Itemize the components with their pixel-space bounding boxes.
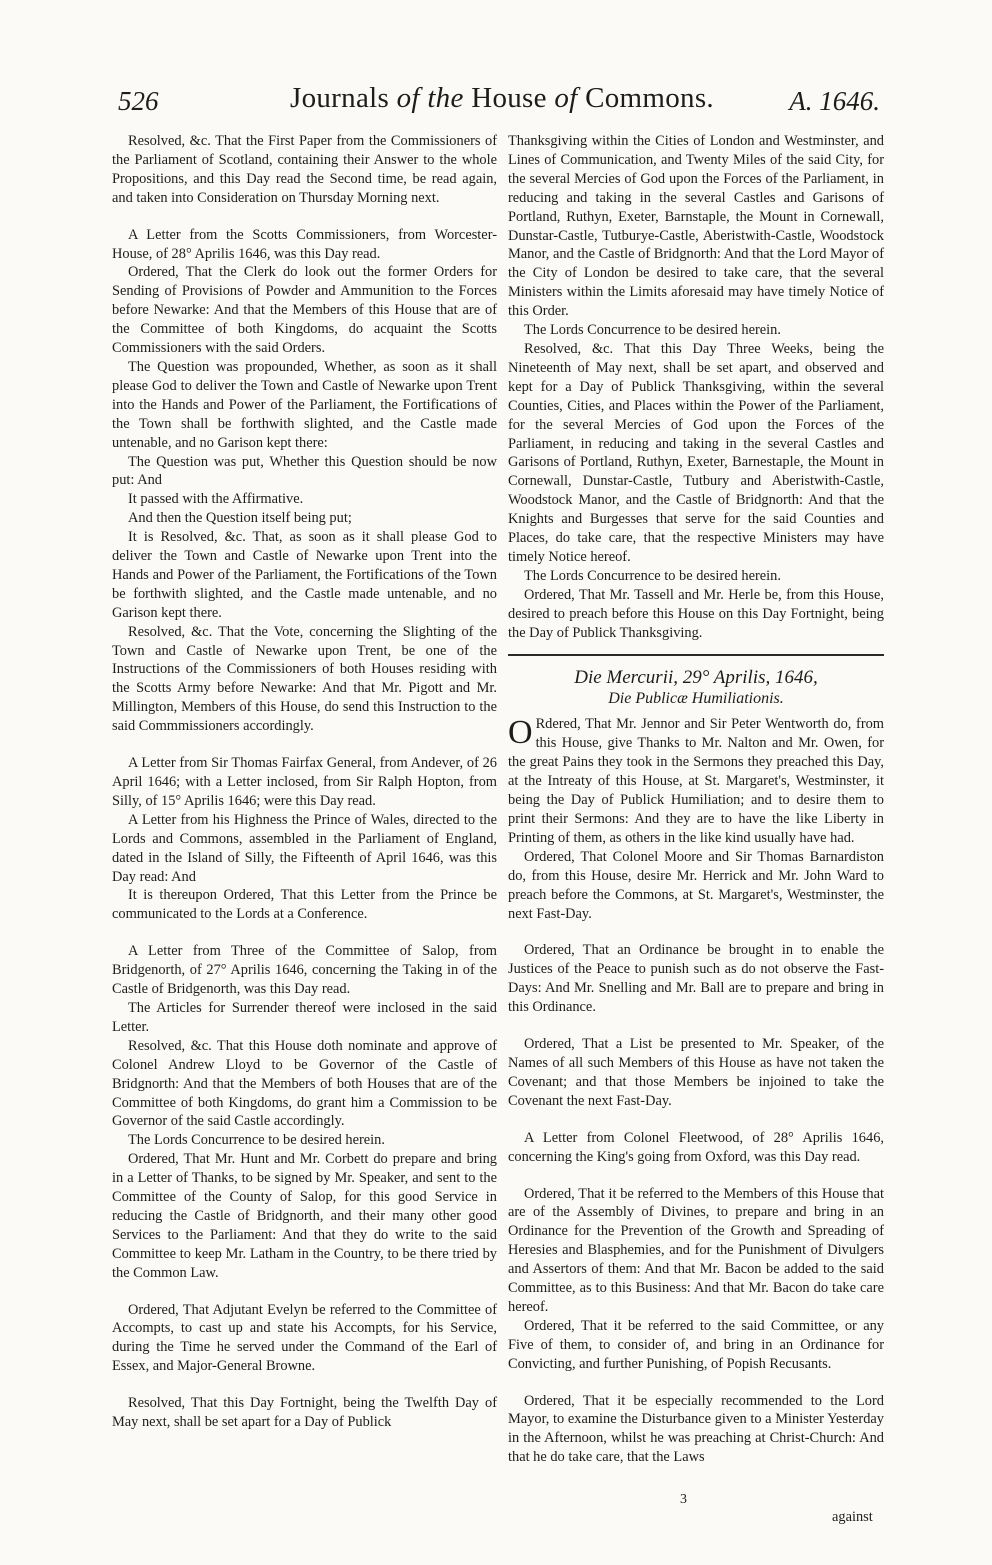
paragraph: A Letter from Colonel Fleetwood, of 28° Aprilis 1646, concerning the King's going from Oxford, was this Day read. bbox=[508, 1129, 884, 1165]
paragraph: O Rdered, That Mr. Jennor and Sir Peter Wentworth do, from this House, give Thanks to Mr. Nalton and Mr. Owen, for the great Pains they took in the Sermons they preached this Day, at the Intreaty of this House, at St. Margaret's, Westminster, it being the Day of Publick Humiliation; and to desire them to print their Sermons: And they are to have the like Liberty in Printing of them, as others in the like kind usually have had. bbox=[508, 714, 884, 846]
paragraph: A Letter from Sir Thomas Fairfax General, from Andever, of 26 April 1646; with a Letter inclosed, from Sir Ralph Hopton, from Silly, of 15° Aprilis 1646; were this Day read. bbox=[112, 755, 497, 809]
paragraph: The Lords Concurrence to be desired herein. bbox=[524, 322, 781, 339]
signature-mark: 3 bbox=[680, 1492, 687, 1507]
paragraph: Ordered, That the Clerk do look out the former Orders for Sending of Provisions of Powder and Ammunition to the Forces before Newarke: And that the Members of this House that are of the Committee of both Kingdoms, do acquaint the Scotts Commissioners with the said Orders. bbox=[112, 264, 497, 357]
paragraph: A Letter from his Highness the Prince of Wales, directed to the Lords and Commons, assembled in the Parliament of England, dated in the Island of Silly, the Fifteenth of April 1646, was this Day read: And bbox=[112, 811, 497, 885]
paragraph: It is thereupon Ordered, That this Letter from the Prince be communicated to the Lords at a Conference. bbox=[112, 887, 497, 923]
paragraph: Resolved, &c. That the Vote, concerning the Slighting of the Town and Castle of Newarke upon Trent, be one of the Instructions of the Commissioners of both Houses residing with the Scotts Army before Newarke: And that Mr. Pigott and Mr. Millington, Members of this House, do send this Instruction to the said Commmissioners accordingly. bbox=[112, 623, 497, 735]
paragraph: Ordered, That it be referred to the Members of this House that are of the Assembly of Divines, to prepare and bring in an Ordinance for the Prevention of the Growth and Spreading of Heresies and Blasphemies, and for the Punishment of Divulgers and Assertors of them: And that Mr. Bacon be added to the said Committee, as to this Business: And that Mr. Bacon do take care hereof. bbox=[508, 1185, 884, 1315]
paragraph: Ordered, That an Ordinance be brought in to enable the Justices of the Peace to punish such as do not observe the Fast-Days: And Mr. Snelling and Mr. Ball are to prepare and bring in this Ordinance. bbox=[508, 942, 884, 1016]
paragraph: Resolved, &c. That this Day Three Weeks, being the Nineteenth of May next, shall be set apart, and observed and kept for a Day of Publick Thanksgiving, within the several Counties, Cities, and Places within the Power of the Parliament, for the several Mercies of God upon the Forces of the Parliament, in reducing and taking in the several Castles and Garisons of Portland, Ruthyn, Exeter, Barnestaple, the Mount in Cornewall, Dunstar-Castle, Tutbury and Aberistwith-Castle, Woodstock Manor, and the Castle of Bridgnorth: And that the Knights and Burgesses that serve for the said Counties and Places, do take care, that the respective Ministers may have timely Notice hereof. bbox=[508, 340, 884, 565]
paragraph: A Letter from Three of the Committee of Salop, from Bridgenorth, of 27° Aprilis 1646, concerning the Taking in of the Castle of Bridgenorth, was this Day read. bbox=[112, 943, 497, 998]
paragraph: Resolved, &c. That the First Paper from the Commissioners of the Parliament of Scotland, containing their Answer to the whole Propositions, and this Day read the Second time, be read again, and taken into Consideration on Thursday Morning next. bbox=[112, 133, 497, 206]
page-number: 526 bbox=[118, 86, 159, 116]
paragraph: Ordered, That it be referred to the said Committee, or any Five of them, to consider of, and bring in an Ordinance for Convicting, and further Punishing, of Popish Recusants. bbox=[508, 1317, 884, 1372]
paragraph: Resolved, That this Day Fortnight, being the Twelfth Day of May next, shall be set apart for a Day of Publick bbox=[112, 1395, 497, 1431]
paragraph: The Lords Concurrence to be desired herein. bbox=[128, 1132, 385, 1149]
paragraph: It is Resolved, &c. That, as soon as it shall please God to deliver the Town and Castle of Newarke upon Trent into the Hands and Power of the Parliament, the Fortifications of the Town be forthwith slighted, and the Castle made untenable, and no Garison kept there. bbox=[112, 529, 497, 621]
paragraph: Ordered, That Adjutant Evelyn be referred to the Committee of Accompts, to cast up and state his Accompts, for his Service, during the Time he served under the Command of the Earl of Essex, and Major-General Browne. bbox=[112, 1301, 497, 1375]
paragraph: Resolved, &c. That this House doth nominate and approve of Colonel Andrew Lloyd to be Governor of the Castle of Bridgnorth: And that the Members of both Houses that are of the Committee of both Kingdoms, do grant him a Commission to be Governor of the said Castle accordingly. bbox=[112, 1037, 497, 1130]
page-year: A. 1646. bbox=[789, 86, 880, 116]
paragraph: Ordered, That a List be presented to Mr. Speaker, of the Names of all such Members of this House as have not taken the Covenant; and that those Members be injoined to take the Covenant the next Fast-Day. bbox=[508, 1036, 884, 1109]
paragraph: The Question was propounded, Whether, as soon as it shall please God to deliver the Town and Castle of Newarke upon Trent into the Hands and Power of the Parliament, the Fortifications of the Town shall be forthwith slighted, and the Castle made untenable, and no Garison kept there: bbox=[112, 358, 497, 451]
paragraph: Ordered, That Mr. Hunt and Mr. Corbett do prepare and bring in a Letter of Thanks, to be signed by Mr. Speaker, and sent to the Committee of the County of Salop, for this good Service in reducing the Castle of Bridgnorth, and their many other good Services to the Parliament: And that they do write to the said Committee to keep Mr. Latham in the Country, to be there tried by the Common Law. bbox=[112, 1151, 497, 1281]
right-column bbox=[508, 132, 884, 1467]
paragraph: The Question was put, Whether this Question should be now put: And bbox=[112, 453, 497, 489]
catchword: against bbox=[832, 1509, 873, 1525]
paragraph: Thanksgiving within the Cities of London and Westminster, and Lines of Communication, and Twenty Miles of the said City, for the several Mercies of God upon the Forces of the Parliament, in reducing and taking in the several Castles and Garisons of Portland, Ruthyn, Exeter, Barnstaple, the Mount in Cornewall, Dunstar-Castle, Tutburye-Castle, Aberistwith-Castle, Woodstock Manor, and the Castle of Bridgnorth: And that the Lord Mayor of the City of London be desired to take care, that the several Ministers within the Limits aforesaid may have timely Notice of this Order. bbox=[508, 133, 884, 320]
paragraph: Ordered, That Mr. Tassell and Mr. Herle be, from this House, desired to preach before this House on this Day Fortnight, being the Day of Publick Thanksgiving. bbox=[508, 586, 884, 641]
paragraph: The Articles for Surrender thereof were inclosed in the said Letter. bbox=[112, 999, 497, 1035]
paragraph: It passed with the Affirmative. bbox=[128, 491, 304, 508]
paragraph: Ordered, That Colonel Moore and Sir Thomas Barnardiston do, from this House, desire Mr. Herrick and Mr. John Ward to preach before the Commons, at St. Margaret's, Westminster, the next Fast-Day. bbox=[508, 848, 884, 922]
day-heading: Die Mercurii, 29° Aprilis, 1646, bbox=[574, 667, 818, 689]
paragraph: A Letter from the Scotts Commissioners, from Worcester-House, of 28° Aprilis 1646, was this Day read. bbox=[112, 226, 497, 262]
section-divider bbox=[508, 654, 884, 656]
drop-cap: O bbox=[508, 714, 533, 752]
page-header bbox=[110, 80, 880, 130]
paragraph: The Lords Concurrence to be desired herein. bbox=[524, 567, 781, 584]
paragraph: Ordered, That it be especially recommended to the Lord Mayor, to examine the Disturbance given to a Minister Yesterday in the Afternoon, whilst he was preaching at Christ-Church: And that he do take care, that the Laws bbox=[508, 1392, 884, 1466]
day-subheading: Die Publicæ Humiliationis. bbox=[608, 690, 784, 708]
running-title: Journals of the House of Commons. bbox=[290, 82, 714, 114]
left-column bbox=[112, 132, 497, 1432]
paragraph: And then the Question itself being put; bbox=[128, 510, 352, 527]
